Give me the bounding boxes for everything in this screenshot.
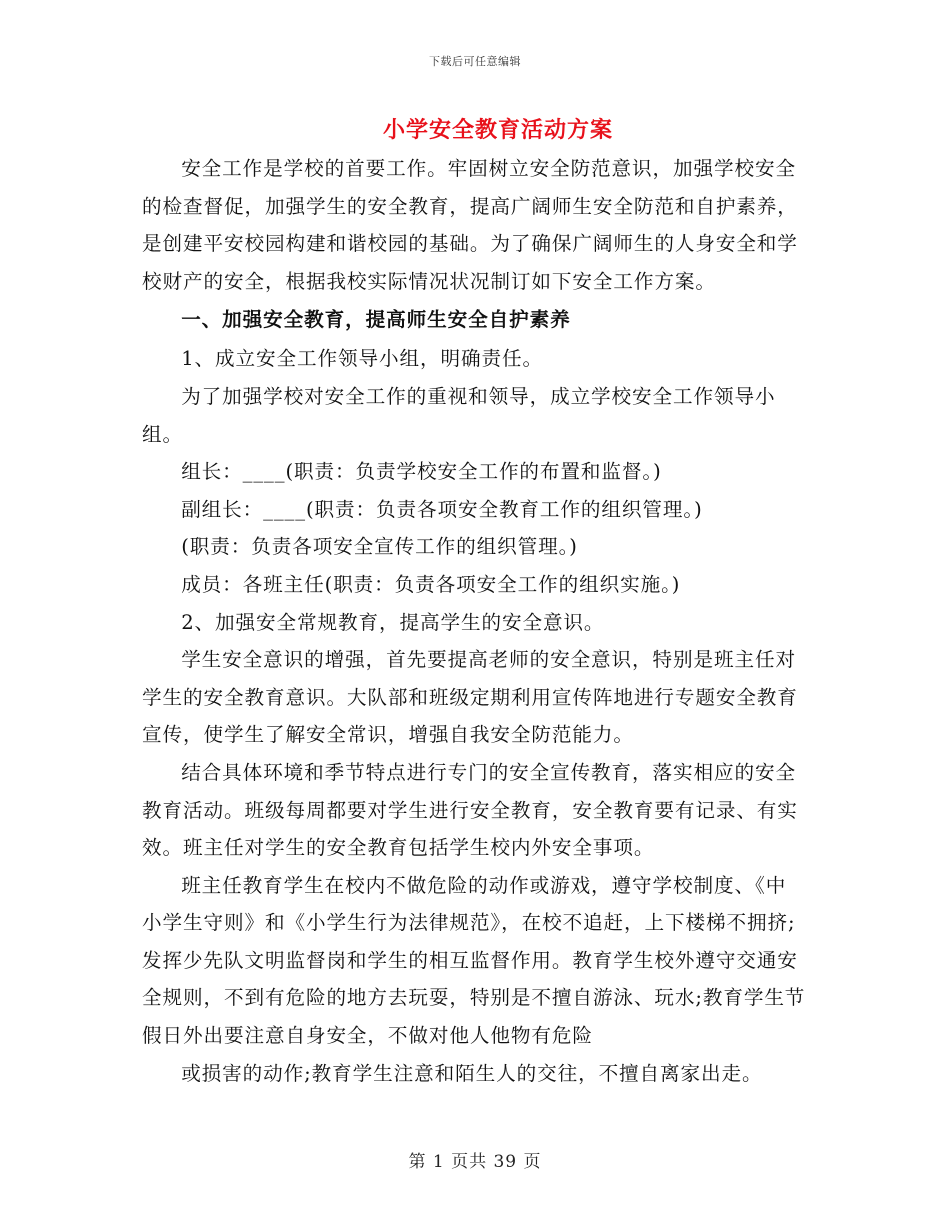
vice-leader-line: 副组长：____(职责：负责各项安全教育工作的组织管理。) <box>181 497 703 521</box>
paragraph: 或损害的动作;教育学生注意和陌生人的交往，不擅自离家出走。 <box>181 1061 763 1085</box>
duty-line: (职责：负责各项安全宣传工作的组织管理。) <box>181 535 578 559</box>
list-item: 1、成立安全工作领导小组，明确责任。 <box>181 347 543 371</box>
section-heading: 一、加强安全教育，提高师生安全自护素养 <box>181 308 571 332</box>
document-title: 小学安全教育活动方案 <box>382 117 613 143</box>
members-line: 成员：各班主任(职责：负责各项安全工作的组织实施。) <box>181 572 681 596</box>
paragraph: 为了加强学校对安全工作的重视和领导，成立学校安全工作领导小组。 <box>142 384 776 446</box>
paragraph: 学生安全意识的增强，首先要提高老师的安全意识，特别是班主任对学生的安全教育意识。大队部和班级定期利用宣传阵地进行专题安全教育宣传，使学生了解安全常识，增强自我安全防范能力。 <box>142 648 798 747</box>
intro-paragraph: 安全工作是学校的首要工作。牢固树立安全防范意识，加强学校安全的检查督促，加强学生的安全教育，提高广阔师生安全防范和自护素养，是创建平安校园构建和谐校园的基础。为了确保广阔师生的人身安全和学校财产的安全，根据我校实际情况状况制订如下安全工作方案。 <box>142 157 798 293</box>
document-body <box>142 150 806 1092</box>
paragraph: 结合具体环境和季节特点进行专门的安全宣传教育，落实相应的安全教育活动。班级每周都要对学生进行安全教育，安全教育要有记录、有实效。班主任对学生的安全教育包括学生校内外安全事项。 <box>142 760 798 860</box>
header-note: 下载后可任意编辑 <box>429 55 521 68</box>
list-item: 2、加强安全常规教育，提高学生的安全意识。 <box>181 610 605 634</box>
leader-line: 组长：____(职责：负责学校安全工作的布置和监督。) <box>181 460 662 484</box>
page-number: 第 1 页共 39 页 <box>408 1152 542 1172</box>
paragraph: 班主任教育学生在校内不做危险的动作或游戏，遵守学校制度、《中小学生守则》和《小学生行为法律规范》，在校不追赶，上下楼梯不拥挤;发挥少先队文明监督岗和学生的相互监督作用。教育学生校外遵守交通安全规则，不到有危险的地方去玩耍，特别是不擅自游泳、玩水;教育学生节假日外出要注意自身安全，不做对他人他物有危险 <box>142 873 806 1048</box>
